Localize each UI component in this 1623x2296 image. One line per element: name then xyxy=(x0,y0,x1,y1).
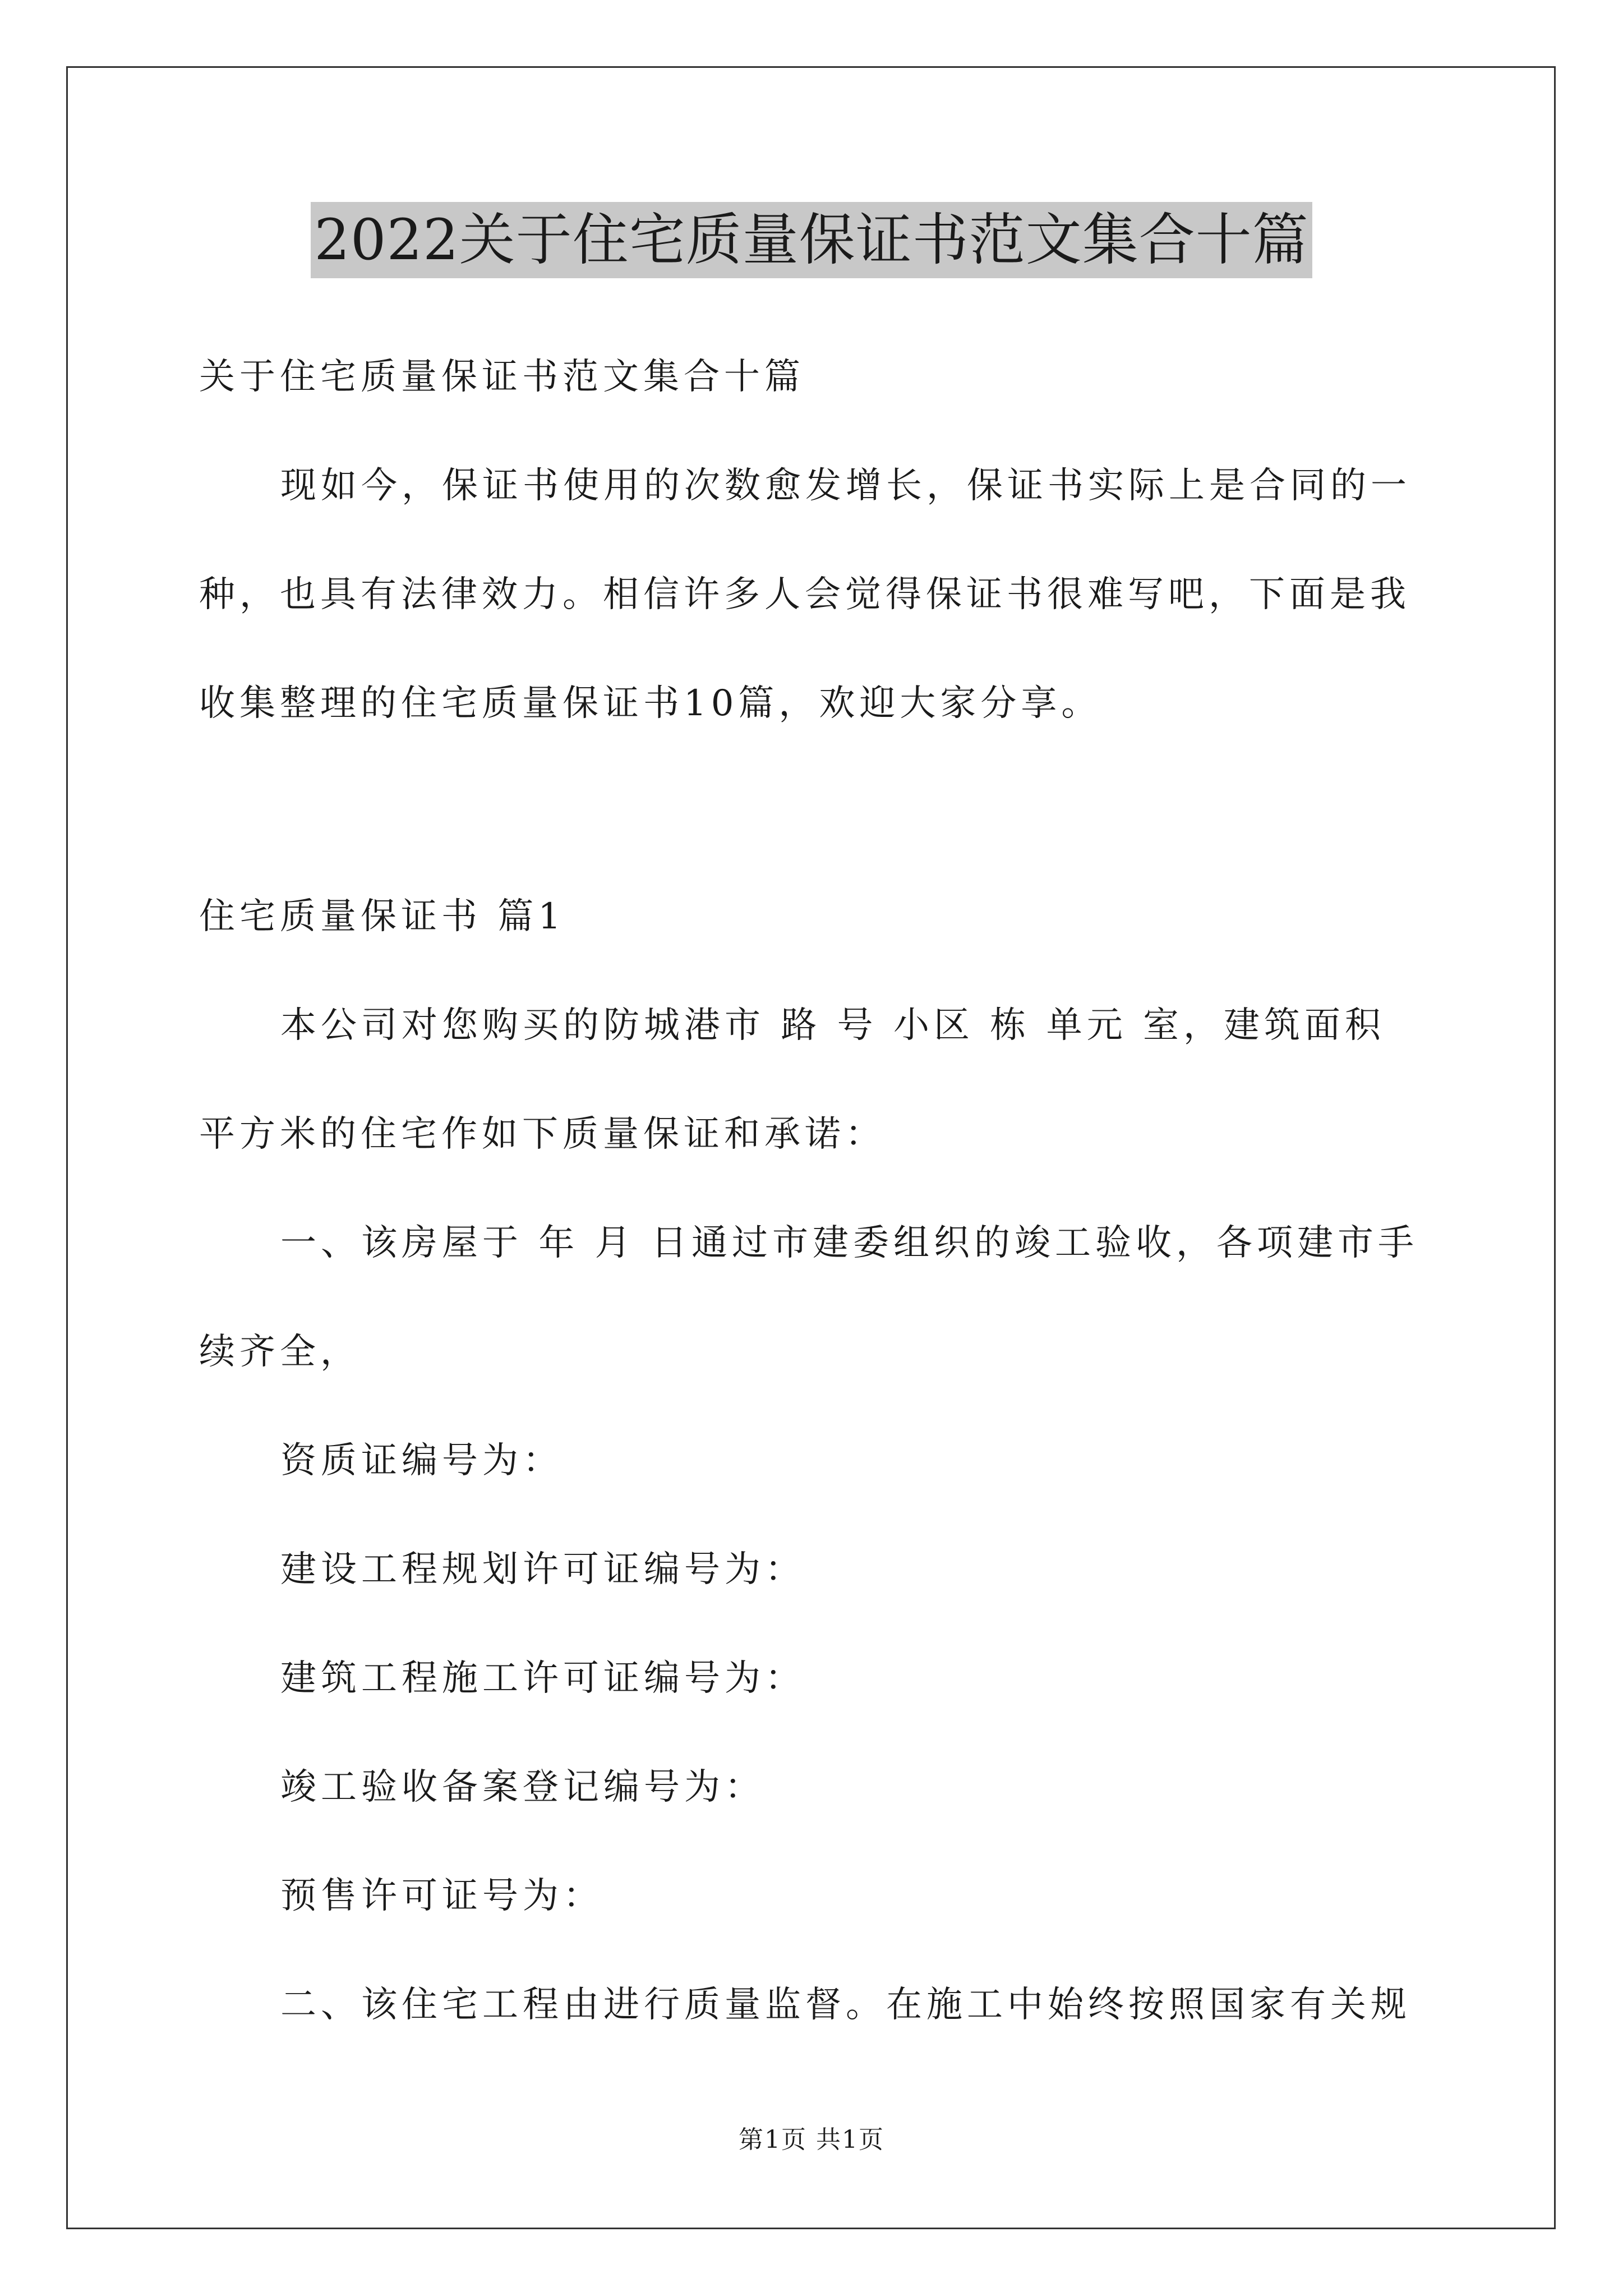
page-footer: 第1页 共1页 xyxy=(739,2125,884,2154)
intro-line-2: 种，也具有法律效力。相信许多人会觉得保证书很难写吧，下面是我 xyxy=(199,574,1410,615)
body-line-9: 预售许可证号为： xyxy=(280,1875,603,1917)
body-line-2: 平方米的住宅作如下质量保证和承诺： xyxy=(199,1114,886,1155)
body-line-5: 资质证编号为： xyxy=(280,1440,563,1481)
body-line-4: 续齐全， xyxy=(199,1331,361,1373)
body-line-1: 本公司对您购买的防城港市 路 号 小区 栋 单元 室，建筑面积 xyxy=(280,1005,1386,1046)
document-title: 2022关于住宅质量保证书范文集合十篇 xyxy=(311,202,1312,278)
body-line-6: 建设工程规划许可证编号为： xyxy=(280,1549,805,1590)
body-line-10: 二、该住宅工程由进行质量监督。在施工中始终按照国家有关规 xyxy=(280,1984,1411,2026)
section-heading: 住宅质量保证书 篇1 xyxy=(199,896,566,937)
document-subtitle: 关于住宅质量保证书范文集合十篇 xyxy=(199,356,805,398)
body-line-3: 一、该房屋于 年 月 日通过市建委组织的竣工验收，各项建市手 xyxy=(280,1222,1419,1264)
intro-line-3: 收集整理的住宅质量保证书10篇，欢迎大家分享。 xyxy=(199,683,1102,724)
title-container xyxy=(0,202,1623,278)
intro-line-1: 现如今，保证书使用的次数愈发增长，保证书实际上是合同的一 xyxy=(280,465,1411,507)
body-line-7: 建筑工程施工许可证编号为： xyxy=(280,1658,805,1699)
body-line-8: 竣工验收备案登记编号为： xyxy=(280,1766,765,1808)
